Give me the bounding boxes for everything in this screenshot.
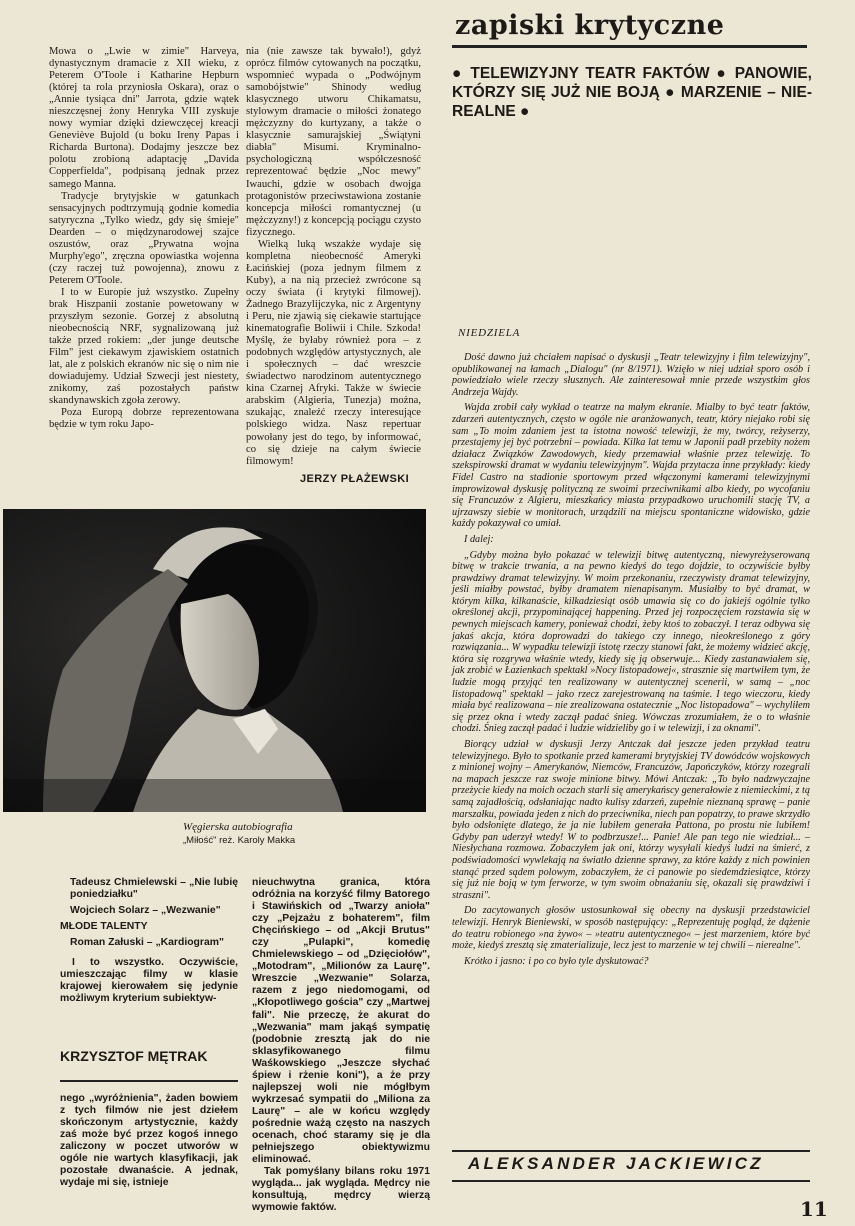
header-rule (452, 45, 807, 48)
paragraph: Tradycje brytyjskie w gatunkach sensacyjnych podtrzymują godnie komedia satyryczna „Tylko wiedz, gdy się śmieje" Dearden – o międzynarodowej szajce oszustów, oraz „Prywatna wojna Murphy'ego", zręczna opowiastka wojenna (czy raczej tuż powojenna), znowu z Peterem O'Toole. (49, 190, 239, 286)
author-metrak: KRZYSZTOF MĘTRAK (60, 1048, 208, 1064)
signature-rule (452, 1150, 810, 1152)
page-number: 11 (800, 1197, 828, 1221)
paragraph: Krótko i jasno: i po co było tyle dyskutować? (464, 955, 649, 967)
paragraph: Do zacytowanych głosów ustosunkował się obecny na dyskusji przedstawiciel telewizji. Henryk Bieniewski, w sposób następujący: „Reprezentuję pogląd, że dążenie do teatru robionego »na żywo« – »teatru autentycznego« – jest marzeniem, które być może, kiedyś zresztą się zmaterializuje, lecz jest to marzenie w tej chwili – nierealne". (452, 905, 810, 952)
photo-caption-credit: „Miłość" reż. Karoly Makka (183, 835, 296, 846)
paragraph: I to w Europie już wszystko. Zupełny brak Hiszpanii zostanie powetowany w przyszłym sezonie. Gorzej z absolutną nieobecnością NRF, sygnalizowaną już także przed rokiem: „der junge deutsche Film" jest ciekawym zjawiskiem ostatnich lat, ale z polskich ekranów nic się o nim nie dowiadujemy. Udział Szwecji jest niestety, znikomy, zaś pozostałych państw skandynawskich zgoła zerowy. (49, 286, 239, 407)
quote-paragraph: „Gdyby można było pokazać w telewizji bitwę autentyczną, niewyreżyserowaną bitwę w trakcie trwania, a na pewno kiedyś do tego dojdzie, to oczywiście byłby prawdziwy dramat telewizyjny. W moim przekonaniu, rzeczywisty dramat telewizyjny, jeśli miałby powstać, byłby dramatem nienapisanym. Musiałby to być dramat, w którym kilka, kilkanaście, kilkadziesiąt osób umawia się co do jakiejś ogólnie tylko określonej akcji, przypominającej happening. Przed jej rozpoczęciem rozstawia się w pewnych miejscach kamery, ponieważ chodzi, żeby ktoś to zobaczył. I teraz odbywa się jakaś akcja, która doprowadzi do takiego czy innego, nieokreślonego z góry rozwiązania... W wypadku telewizji istotę rzeczy stanowi fakt, że możemy widzieć akcję, która się rozgrywa właśnie wtedy, kiedy się ją obserwuje... Kiedy zastanawiałem się, jak zrobić w Łazienkach spektakl »Nocy listopadowej«, strasznie się martwiłem tym, że ludzie mogą przyjąć ten realizowany w autentycznej scenerii, w samą – „noc listopadową" spektakl – jako rzecz zarejestrowaną na taśmie. I tego wieczoru, kiedy miała być realizowana – nie zrealizowana ostatecznie „Noc listopadowa" – wychyliłem się przez okna i wtedy zaczął padać śnieg. Wówczas zrozumiałem, że o to właśnie chodzi. Śnieg zaczął padać i ludzie widzieliby go i w telewizji, i za oknami". (452, 549, 810, 735)
author-plazewski: JERZY PŁAŻEWSKI (300, 473, 410, 485)
headline: ● TELEWIZYJNY TEATR FAKTÓW ● PANOWIE, KTÓRZY SIĘ JUŻ NIE BOJĄ ● MARZENIE – NIE-REALNE ● (452, 65, 812, 120)
column-1-end (60, 1093, 238, 1189)
author-rule (60, 1080, 238, 1082)
paragraph: Tak pomyślany bilans roku 1971 wygląda... jak wygląda. Mędrcy nie konsultują, mędrcy wierzą wymowie faktów. (252, 1166, 430, 1214)
paragraph: Wielką luką wszakże wydaje się kompletna nieobecność Ameryki Łacińskiej (poza jednym filmem z Kuby), a na nią przecież zwrócone są oczy świata (i krytyki filmowej). Żadnego Brazylijczyka, nic z Argentyny i Peru, nie zjawią się ciekawie startujące kinematografie Boliwii i Chile. Szkoda! Myślę, że byłaby również pora – z podobnych względów artystycznych, ale i społecznych – dać wreszcie świadectwo narodzinom autentycznego kina Czarnej Afryki. Także w świecie arabskim (Algieria, Tunezja) można, szukając, znaleźć rzeczy interesujące polskiego widza. Nasz repertuar powołany jest do tego, by informować, co się dzieje na całym świecie filmowym! (246, 238, 421, 467)
paragraph: I to wszystko. Oczywiście, umieszczając filmy w klasie krajowej kierowałem się jedynie możliwym kryterium subiektyw- (60, 957, 238, 1005)
column-1-bottom (60, 877, 238, 1005)
paragraph: nego „wyróżnienia", żaden bowiem z tych filmów nie jest dziełem skończonym artystycznie, każdy zaś może być przez kogoś innego zaliczony w poczet utworów w ogóle nie wartych klasyfikacji, jak pozostałe dwanaście. A jednak, wydaje mi się, istnieje (60, 1093, 238, 1189)
list-entry: Tadeusz Chmielewski – „Nie lubię poniedziałku" (70, 877, 238, 901)
list-entry: Wojciech Solarz – „Wezwanie" (70, 905, 221, 917)
list-heading: MŁODE TALENTY (60, 921, 148, 933)
paragraph: Dość dawno już chciałem napisać o dyskusji „Teatr telewizyjny i film telewizyjny", opublikowanej na łamach „Dialogu" (nr 8/1971). Wzięło w niej udział sporo osób i powiedziało wiele rzeczy słusznych. Ale zainteresował mnie przede wszystkim głos Andrzeja Wajdy. (452, 352, 810, 398)
paragraph: Poza Europą dobrze reprezentowana będzie w tym roku Japo- (49, 407, 239, 431)
paragraph: nia (nie zawsze tak bywało!), gdyż oprócz filmów cytowanych na początku, wspomnieć wypada o „Podwójnym samobójstwie" Shinody według klasycznego utworu Chikamatsu, stylowym dramacie o miłości żonatego mężczyzny do kurtyzany, a także o klasycznie samurajskiej „Świątyni diabła" Misumi. Kryminalno-psychologiczną współczesność reprezentować będzie „Noc mewy" Iwauchi, gdzie w osobach dwojga protagonistów przeciwstawiona zostanie koncepcja miłości romantycznej (u mężczyzny!) z koncepcją pociągu czysto fizycznego. (246, 46, 421, 238)
paragraph: nieuchwytna granica, która odróżnia na korzyść filmy Batorego i Stawińskich od „Twarzy anioła" czy „Pejzażu z bohaterem", film Chęcińskiego – od „Akcji Brutus" czy „Pulapki", komedię Chmielewskiego – od „Dzięciołów", „Motodram", „Milionów za Laurę". Wreszcie „Wezwanie" Solarza, razem z jego niedomogami, od „Kłopotliwego gościa" czy „Martwej fali". Nie przeczę, że akurat do „Wezwania" mam jakąś sympatię (podobnie zresztą jak do nie sklasyfikowanego filmu Waśkowskiego „Jeszcze słychać śpiew i rżenie koni"), a że przy najlepszej woli nie mógłbym wykrzesać sympatii do „Miliona za Laurę" – ale w końcu względy pośrednie ważą często na naszych ocenach, choć staramy się je dla pełniejszego obiektywizmu eliminować. (252, 877, 430, 1166)
film-still-photo (3, 509, 426, 812)
column-2-bottom (252, 877, 430, 1214)
column-1-top (49, 46, 239, 432)
paragraph: Mowa o „Lwie w zimie" Harveya, dynastycznym dramacie z XII wieku, z Peterem O'Toole i Katharine Hepburn (której ta rola przyniosła Oskara), oraz o „Annie tysiąca dni" Jarrota, gdzie wątek nieszczęsnej żony Henryka VIII zyskuje nowy wymiar dzięki dziewczęcej kreacji Geneviève Bujold (u boku Ireny Papas i Richarda Burtona). Dodajmy jeszcze bez polotu zrobioną adaptację „Davida Copperfielda", podpisaną jednak przez samego Manna. (49, 46, 239, 190)
list-entry: Roman Załuski – „Kardiogram" (70, 937, 224, 949)
section-title: zapiski krytyczne (455, 10, 725, 41)
paragraph: Biorący udział w dyskusji Jerzy Antczak dał jeszcze jeden przykład teatru telewizyjnego. Było to spotkanie przed kamerami brytyjskiej TV dowódców wojskowych z minionej wojny – Amerykanów, Niemców, Francuzów, Japończyków, którzy rozegrali na mapach jeszcze raz swoje minione bitwy. Mówi Antczak: „To było nadzwyczajne przeżycie kiedy na moich oczach starli się amerykańscy generałowie z niemieckimi, z tą samą zajadłością, odsłaniając nadto kulisy zdarzeń, zupełnie nieznaną sprawę – panie marszałku, powiada jeden z nich do przeciwnika, niech pan popatrzy, to prawe skrzydło było odsłonięte dlatego, że ja nie lubiłem generała Pattona, po prostu nie lubiłem! Gdyby pan uderzył wtedy! W to podbrzusze!... Panie! Ale pan tego nie wiedział... – Niesłychana rozmowa. Zobaczyłem jak oni, którzy wysyłali kiedyś ludzi na śmierć, z podświadomości wywlekają na światło dzienne sprawy, za które każdy z nich powinien stanąć przed sądem polowym, zobaczyłem, że ci panowie po siedemdziesiątce, którzy się już nie boją w tym ferworze, w tym swoim obnażaniu się, okazali się prawdziwi i straszni". (452, 739, 810, 901)
woman-portrait-illustration (3, 509, 426, 812)
day-heading: NIEDZIELA (458, 327, 521, 339)
signature-rule-bottom (452, 1180, 810, 1182)
column-2-top (246, 46, 421, 468)
author-jackiewicz: ALEKSANDER JACKIEWICZ (468, 1154, 764, 1173)
paragraph: I dalej: (464, 533, 494, 545)
paragraph: Wajda zrobił cały wykład o teatrze na małym ekranie. Mialby to być teatr faktów, zdarzeń autentycznych, często w ogóle nie aranżowanych, teatr, który niejako robi się sam „To moim zdaniem jest ta istotna nowość telewizji, że my, twórcy, reżyserzy, przestajemy jej być potrzebni – powiada. Kilka lat temu w Japonii padł przebity nożem działacz Związków Zawodowych, kiedy przemawiał właśnie przez telewizję. To szekspirowski dramat w wydaniu telewizyjnym". Wajda przytacza inne przykłady: kiedy Fidel Castro na stadionie sportowym przed włączonymi kamerami telewizyjnymi improwizował dyskusję polityczną ze swoimi przeciwnikami albo kiedy, po wycofaniu się Francuzów z Algieru, mieszkańcy miasta przypadkowo uruchomili stację TV, a ujrzawszy siebie w monitorach, urządzili na miejscu spontaniczne widowisko, gdzie każdy pokazywał co umiał. (452, 402, 810, 530)
photo-caption-title: Węgierska autobiografia (183, 821, 293, 833)
column-right (452, 352, 810, 967)
